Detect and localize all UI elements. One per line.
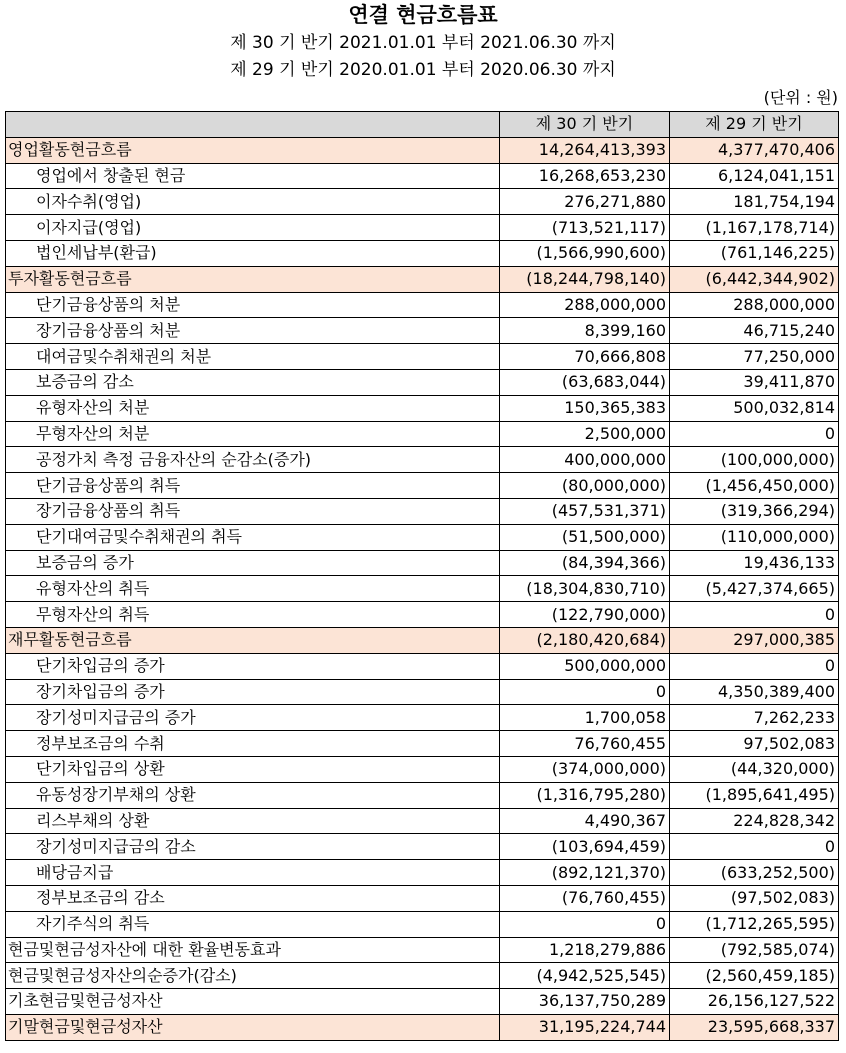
row-label: 리스부채의 상환 bbox=[6, 808, 500, 834]
row-label: 단기금융상품의 취득 bbox=[6, 473, 500, 499]
row-value-prior: 181,754,194 bbox=[670, 189, 839, 215]
row-label: 영업활동현금흐름 bbox=[6, 137, 500, 163]
row-value-prior: 4,377,470,406 bbox=[670, 137, 839, 163]
table-row bbox=[6, 653, 839, 679]
table-row bbox=[6, 731, 839, 757]
row-label: 기초현금및현금성자산 bbox=[6, 989, 500, 1015]
table-row bbox=[6, 344, 839, 370]
row-value-current: 1,700,058 bbox=[500, 705, 670, 731]
row-value-prior: 0 bbox=[670, 653, 839, 679]
row-value-current: (4,942,525,545) bbox=[500, 963, 670, 989]
row-value-current: (63,683,044) bbox=[500, 369, 670, 395]
table-row bbox=[6, 447, 839, 473]
row-value-prior: 224,828,342 bbox=[670, 808, 839, 834]
row-label: 영업에서 창출된 현금 bbox=[6, 163, 500, 189]
table-row bbox=[6, 266, 839, 292]
row-value-prior: (97,502,083) bbox=[670, 885, 839, 911]
row-value-current: 70,666,808 bbox=[500, 344, 670, 370]
header-prior: 제 29 기 반기 bbox=[670, 112, 839, 138]
period-current: 제 30 기 반기 2021.01.01 부터 2021.06.30 까지 bbox=[230, 33, 616, 53]
table-row bbox=[6, 524, 839, 550]
row-value-prior: 19,436,133 bbox=[670, 550, 839, 576]
table-row bbox=[6, 550, 839, 576]
row-value-prior: (110,000,000) bbox=[670, 524, 839, 550]
row-label: 단기차입금의 증가 bbox=[6, 653, 500, 679]
row-value-prior: 77,250,000 bbox=[670, 344, 839, 370]
row-label: 투자활동현금흐름 bbox=[6, 266, 500, 292]
table-row bbox=[6, 473, 839, 499]
table-row bbox=[6, 215, 839, 241]
row-value-current: (18,304,830,710) bbox=[500, 576, 670, 602]
row-value-current: 0 bbox=[500, 911, 670, 937]
row-value-current: (1,316,795,280) bbox=[500, 782, 670, 808]
table-row bbox=[6, 782, 839, 808]
row-label: 유형자산의 취득 bbox=[6, 576, 500, 602]
row-value-prior: 46,715,240 bbox=[670, 318, 839, 344]
row-label: 대여금및수취채권의 처분 bbox=[6, 344, 500, 370]
table-row bbox=[6, 808, 839, 834]
row-value-current: 36,137,750,289 bbox=[500, 989, 670, 1015]
row-value-current: (103,694,459) bbox=[500, 834, 670, 860]
row-value-prior: 4,350,389,400 bbox=[670, 679, 839, 705]
row-label: 장기금융상품의 처분 bbox=[6, 318, 500, 344]
row-value-current: 31,195,224,744 bbox=[500, 1014, 670, 1040]
table-row bbox=[6, 163, 839, 189]
row-value-current: (80,000,000) bbox=[500, 473, 670, 499]
row-value-prior: (100,000,000) bbox=[670, 447, 839, 473]
row-value-current: (51,500,000) bbox=[500, 524, 670, 550]
table-row bbox=[6, 627, 839, 653]
row-label: 단기대여금및수취채권의 취득 bbox=[6, 524, 500, 550]
row-value-current: 0 bbox=[500, 679, 670, 705]
table-row bbox=[6, 756, 839, 782]
row-value-prior: 26,156,127,522 bbox=[670, 989, 839, 1015]
row-label: 이자수취(영업) bbox=[6, 189, 500, 215]
table-header-row bbox=[6, 112, 839, 138]
row-value-prior: 23,595,668,337 bbox=[670, 1014, 839, 1040]
table-row bbox=[6, 834, 839, 860]
row-value-prior: (633,252,500) bbox=[670, 860, 839, 886]
header-current: 제 30 기 반기 bbox=[500, 112, 670, 138]
table-row bbox=[6, 292, 839, 318]
table-row bbox=[6, 189, 839, 215]
row-label: 장기성미지급금의 증가 bbox=[6, 705, 500, 731]
row-value-prior: 39,411,870 bbox=[670, 369, 839, 395]
table-row bbox=[6, 576, 839, 602]
cash-flow-table bbox=[5, 111, 839, 1041]
row-value-current: (892,121,370) bbox=[500, 860, 670, 886]
header-item bbox=[6, 112, 500, 138]
row-label: 현금및현금성자산의순증가(감소) bbox=[6, 963, 500, 989]
table-row bbox=[6, 911, 839, 937]
row-label: 보증금의 감소 bbox=[6, 369, 500, 395]
row-value-prior: 500,032,814 bbox=[670, 395, 839, 421]
row-value-prior: 0 bbox=[670, 834, 839, 860]
row-value-prior: 0 bbox=[670, 602, 839, 628]
row-value-prior: (5,427,374,665) bbox=[670, 576, 839, 602]
row-value-current: (457,531,371) bbox=[500, 498, 670, 524]
row-label: 정부보조금의 감소 bbox=[6, 885, 500, 911]
row-value-prior: (761,146,225) bbox=[670, 240, 839, 266]
row-label: 유동성장기부채의 상환 bbox=[6, 782, 500, 808]
table-row bbox=[6, 602, 839, 628]
row-value-current: 16,268,653,230 bbox=[500, 163, 670, 189]
statement-title: 연결 현금흐름표 bbox=[348, 3, 498, 27]
table-row bbox=[6, 1014, 839, 1040]
table-row bbox=[6, 885, 839, 911]
row-label: 장기차입금의 증가 bbox=[6, 679, 500, 705]
table-row bbox=[6, 395, 839, 421]
row-label: 보증금의 증가 bbox=[6, 550, 500, 576]
table-row bbox=[6, 137, 839, 163]
row-value-prior: 297,000,385 bbox=[670, 627, 839, 653]
row-label: 무형자산의 처분 bbox=[6, 421, 500, 447]
row-value-current: (84,394,366) bbox=[500, 550, 670, 576]
table-row bbox=[6, 963, 839, 989]
row-label: 현금및현금성자산에 대한 환율변동효과 bbox=[6, 937, 500, 963]
row-label: 자기주식의 취득 bbox=[6, 911, 500, 937]
row-label: 정부보조금의 수취 bbox=[6, 731, 500, 757]
row-value-current: 8,399,160 bbox=[500, 318, 670, 344]
period-prior: 제 29 기 반기 2020.01.01 부터 2020.06.30 까지 bbox=[230, 60, 616, 80]
row-value-prior: (44,320,000) bbox=[670, 756, 839, 782]
row-value-current: 14,264,413,393 bbox=[500, 137, 670, 163]
row-value-current: (122,790,000) bbox=[500, 602, 670, 628]
row-label: 무형자산의 취득 bbox=[6, 602, 500, 628]
row-value-current: (2,180,420,684) bbox=[500, 627, 670, 653]
row-value-prior: (792,585,074) bbox=[670, 937, 839, 963]
row-label: 배당금지급 bbox=[6, 860, 500, 886]
row-value-prior: (1,456,450,000) bbox=[670, 473, 839, 499]
row-value-prior: (2,560,459,185) bbox=[670, 963, 839, 989]
table-row bbox=[6, 240, 839, 266]
row-value-current: 1,218,279,886 bbox=[500, 937, 670, 963]
row-value-current: 150,365,383 bbox=[500, 395, 670, 421]
table-row bbox=[6, 369, 839, 395]
row-value-current: 76,760,455 bbox=[500, 731, 670, 757]
table-row bbox=[6, 679, 839, 705]
table-row bbox=[6, 705, 839, 731]
table-row bbox=[6, 498, 839, 524]
row-label: 공정가치 측정 금융자산의 순감소(증가) bbox=[6, 447, 500, 473]
row-value-current: 288,000,000 bbox=[500, 292, 670, 318]
row-value-prior: 7,262,233 bbox=[670, 705, 839, 731]
row-value-prior: 97,502,083 bbox=[670, 731, 839, 757]
row-value-current: (18,244,798,140) bbox=[500, 266, 670, 292]
row-value-current: (374,000,000) bbox=[500, 756, 670, 782]
row-label: 단기금융상품의 처분 bbox=[6, 292, 500, 318]
row-value-prior: (6,442,344,902) bbox=[670, 266, 839, 292]
row-value-current: (713,521,117) bbox=[500, 215, 670, 241]
unit-label: (단위 : 원) bbox=[763, 88, 838, 107]
row-value-current: (76,760,455) bbox=[500, 885, 670, 911]
table-row bbox=[6, 989, 839, 1015]
row-value-current: 400,000,000 bbox=[500, 447, 670, 473]
row-value-current: 276,271,880 bbox=[500, 189, 670, 215]
table-row bbox=[6, 860, 839, 886]
table-row bbox=[6, 318, 839, 344]
row-label: 단기차입금의 상환 bbox=[6, 756, 500, 782]
row-value-prior: 6,124,041,151 bbox=[670, 163, 839, 189]
row-value-prior: (319,366,294) bbox=[670, 498, 839, 524]
row-label: 기말현금및현금성자산 bbox=[6, 1014, 500, 1040]
row-value-prior: 288,000,000 bbox=[670, 292, 839, 318]
row-value-prior: 0 bbox=[670, 421, 839, 447]
row-value-prior: (1,895,641,495) bbox=[670, 782, 839, 808]
row-value-current: (1,566,990,600) bbox=[500, 240, 670, 266]
row-label: 유형자산의 처분 bbox=[6, 395, 500, 421]
row-value-prior: (1,167,178,714) bbox=[670, 215, 839, 241]
table-row bbox=[6, 421, 839, 447]
row-label: 장기성미지급금의 감소 bbox=[6, 834, 500, 860]
row-label: 장기금융상품의 취득 bbox=[6, 498, 500, 524]
row-label: 재무활동현금흐름 bbox=[6, 627, 500, 653]
row-value-current: 2,500,000 bbox=[500, 421, 670, 447]
row-value-prior: (1,712,265,595) bbox=[670, 911, 839, 937]
row-value-current: 500,000,000 bbox=[500, 653, 670, 679]
row-label: 법인세납부(환급) bbox=[6, 240, 500, 266]
row-value-current: 4,490,367 bbox=[500, 808, 670, 834]
row-label: 이자지급(영업) bbox=[6, 215, 500, 241]
table-row bbox=[6, 937, 839, 963]
